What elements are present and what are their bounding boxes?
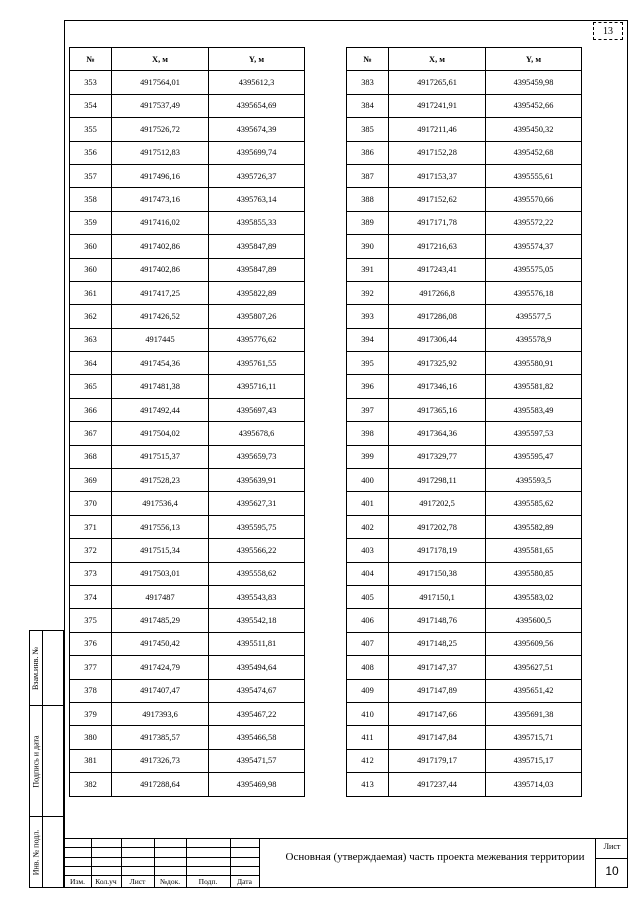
- cell-number: 391: [347, 258, 389, 281]
- cell-number: 376: [70, 632, 112, 655]
- cell-number: 405: [347, 585, 389, 608]
- table-row: [70, 726, 305, 749]
- table-row: [70, 749, 305, 772]
- cell-x: 4917515,34: [112, 539, 209, 562]
- cell-number: 370: [70, 492, 112, 515]
- table-row: [347, 375, 582, 398]
- cell-y: 4395715,71: [486, 726, 582, 749]
- side-stamp-podpis-label: Подпись и дата: [31, 734, 41, 788]
- table-row: [347, 585, 582, 608]
- cell-x: 4917325,92: [389, 352, 486, 375]
- cell-number: 395: [347, 352, 389, 375]
- cell-number: 358: [70, 188, 112, 211]
- table-row: [70, 632, 305, 655]
- table-row: [347, 656, 582, 679]
- cell-y: 4395612,3: [209, 71, 305, 94]
- cell-x: 4917512,83: [112, 141, 209, 164]
- table-row: [70, 164, 305, 187]
- cell-y: 4395467,22: [209, 702, 305, 725]
- cell-y: 4395651,42: [486, 679, 582, 702]
- sheet-label: Лист: [603, 842, 621, 851]
- cell-x: 4917416,02: [112, 211, 209, 234]
- cell-y: 4395574,37: [486, 235, 582, 258]
- col-header-number: №: [347, 48, 389, 71]
- cell-y: 4395847,89: [209, 258, 305, 281]
- cell-y: 4395595,75: [209, 515, 305, 538]
- cell-number: 374: [70, 585, 112, 608]
- cell-y: 4395847,89: [209, 235, 305, 258]
- cell-number: 404: [347, 562, 389, 585]
- cell-y: 4395474,67: [209, 679, 305, 702]
- cell-x: 4917564,01: [112, 71, 209, 94]
- cell-x: 4917147,84: [389, 726, 486, 749]
- cell-x: 4917147,66: [389, 702, 486, 725]
- cell-x: 4917178,19: [389, 539, 486, 562]
- cell-number: 365: [70, 375, 112, 398]
- cell-number: 410: [347, 702, 389, 725]
- table-row: [70, 469, 305, 492]
- cell-x: 4917515,37: [112, 445, 209, 468]
- cell-number: 379: [70, 702, 112, 725]
- cell-x: 4917153,37: [389, 164, 486, 187]
- cell-y: 4395593,5: [486, 469, 582, 492]
- table-row: [347, 352, 582, 375]
- cell-number: 360: [70, 235, 112, 258]
- cell-number: 397: [347, 398, 389, 421]
- cell-number: 357: [70, 164, 112, 187]
- cell-number: 390: [347, 235, 389, 258]
- cell-number: 388: [347, 188, 389, 211]
- tb-col-podp: Подп.: [198, 877, 218, 886]
- cell-x: 4917536,4: [112, 492, 209, 515]
- cell-x: 4917243,41: [389, 258, 486, 281]
- cell-number: 389: [347, 211, 389, 234]
- table-row: [347, 188, 582, 211]
- cell-number: 371: [70, 515, 112, 538]
- cell-y: 4395726,37: [209, 164, 305, 187]
- col-header-number: №: [70, 48, 112, 71]
- cell-y: 4395566,22: [209, 539, 305, 562]
- table-row: [347, 469, 582, 492]
- table-row: [347, 609, 582, 632]
- cell-number: 385: [347, 118, 389, 141]
- cell-x: 4917424,79: [112, 656, 209, 679]
- cell-x: 4917407,47: [112, 679, 209, 702]
- table-row: [347, 118, 582, 141]
- cell-y: 4395570,66: [486, 188, 582, 211]
- cell-number: 394: [347, 328, 389, 351]
- table-row: [347, 726, 582, 749]
- cell-y: 4395452,68: [486, 141, 582, 164]
- cell-number: 368: [70, 445, 112, 468]
- cell-y: 4395580,85: [486, 562, 582, 585]
- cell-x: 4917150,1: [389, 585, 486, 608]
- cell-y: 4395639,91: [209, 469, 305, 492]
- cell-x: 4917152,28: [389, 141, 486, 164]
- coordinates-table-right: [346, 47, 582, 797]
- cell-y: 4395577,5: [486, 305, 582, 328]
- cell-x: 4917286,08: [389, 305, 486, 328]
- table-row: [347, 281, 582, 304]
- table-row: [70, 94, 305, 117]
- cell-number: 401: [347, 492, 389, 515]
- cell-y: 4395822,89: [209, 281, 305, 304]
- cell-number: 403: [347, 539, 389, 562]
- cell-y: 4395582,89: [486, 515, 582, 538]
- cell-x: 4917393,6: [112, 702, 209, 725]
- cell-y: 4395678,6: [209, 422, 305, 445]
- cell-number: 380: [70, 726, 112, 749]
- cell-y: 4395597,53: [486, 422, 582, 445]
- cell-y: 4395578,9: [486, 328, 582, 351]
- cell-y: 4395761,55: [209, 352, 305, 375]
- table-row: [347, 94, 582, 117]
- cell-x: 4917147,89: [389, 679, 486, 702]
- table-row: [70, 702, 305, 725]
- table-row: [347, 773, 582, 796]
- cell-x: 4917445: [112, 328, 209, 351]
- cell-y: 4395691,38: [486, 702, 582, 725]
- cell-y: 4395627,31: [209, 492, 305, 515]
- cell-x: 4917241,91: [389, 94, 486, 117]
- cell-x: 4917385,57: [112, 726, 209, 749]
- cell-x: 4917528,23: [112, 469, 209, 492]
- tb-col-izm: Изм.: [70, 877, 85, 886]
- sheet-number: 10: [605, 864, 619, 878]
- cell-number: 366: [70, 398, 112, 421]
- cell-x: 4917216,63: [389, 235, 486, 258]
- table-row: [70, 562, 305, 585]
- cell-x: 4917481,38: [112, 375, 209, 398]
- title-block: [64, 838, 628, 888]
- table-row: [347, 164, 582, 187]
- cell-number: 360: [70, 258, 112, 281]
- cell-number: 375: [70, 609, 112, 632]
- cell-y: 4395595,47: [486, 445, 582, 468]
- cell-number: 384: [347, 94, 389, 117]
- cell-y: 4395494,64: [209, 656, 305, 679]
- cell-number: 364: [70, 352, 112, 375]
- table-row: [70, 445, 305, 468]
- cell-y: 4395855,33: [209, 211, 305, 234]
- table-row: [347, 562, 582, 585]
- cell-number: 356: [70, 141, 112, 164]
- cell-number: 398: [347, 422, 389, 445]
- table-row: [347, 492, 582, 515]
- side-stamp-inv-label: Инв. № подл.: [31, 829, 41, 875]
- cell-number: 411: [347, 726, 389, 749]
- tb-col-koluch: Кол.уч: [95, 877, 117, 886]
- table-row: [70, 71, 305, 94]
- cell-number: 406: [347, 609, 389, 632]
- side-stamp-vzam-label: Взам.инв. №: [31, 646, 41, 690]
- table-row: [347, 258, 582, 281]
- table-row: [70, 211, 305, 234]
- cell-y: 4395459,98: [486, 71, 582, 94]
- cell-y: 4395543,83: [209, 585, 305, 608]
- table-row: [347, 749, 582, 772]
- cell-x: 4917526,72: [112, 118, 209, 141]
- cell-number: 355: [70, 118, 112, 141]
- cell-y: 4395583,49: [486, 398, 582, 421]
- cell-number: 383: [347, 71, 389, 94]
- cell-y: 4395600,5: [486, 609, 582, 632]
- cell-x: 4917171,78: [389, 211, 486, 234]
- table-row: [347, 211, 582, 234]
- cell-x: 4917329,77: [389, 445, 486, 468]
- cell-x: 4917202,5: [389, 492, 486, 515]
- table-row: [347, 539, 582, 562]
- cell-number: 363: [70, 328, 112, 351]
- cell-x: 4917237,44: [389, 773, 486, 796]
- coordinates-table-left: [69, 47, 305, 797]
- table-row: [70, 773, 305, 796]
- table-row: [70, 492, 305, 515]
- cell-y: 4395609,56: [486, 632, 582, 655]
- cell-y: 4395450,32: [486, 118, 582, 141]
- table-row: [70, 305, 305, 328]
- col-header-y: Y, м: [209, 48, 305, 71]
- table-row: [70, 258, 305, 281]
- cell-x: 4917288,64: [112, 773, 209, 796]
- cell-y: 4395776,62: [209, 328, 305, 351]
- cell-number: 372: [70, 539, 112, 562]
- cell-y: 4395763,14: [209, 188, 305, 211]
- cell-x: 4917417,25: [112, 281, 209, 304]
- cell-number: 367: [70, 422, 112, 445]
- table-row: [70, 422, 305, 445]
- cell-number: 408: [347, 656, 389, 679]
- tb-col-ndok: №док.: [159, 877, 181, 886]
- table-row: [70, 398, 305, 421]
- side-stamp-vzam: [29, 630, 64, 706]
- cell-y: 4395714,03: [486, 773, 582, 796]
- cell-x: 4917556,13: [112, 515, 209, 538]
- cell-y: 4395542,18: [209, 609, 305, 632]
- table-row: [70, 585, 305, 608]
- cell-y: 4395558,62: [209, 562, 305, 585]
- cell-x: 4917179,17: [389, 749, 486, 772]
- table-row: [70, 188, 305, 211]
- table-row: [347, 632, 582, 655]
- table-row: [347, 141, 582, 164]
- cell-y: 4395581,82: [486, 375, 582, 398]
- cell-y: 4395654,69: [209, 94, 305, 117]
- table-row: [347, 305, 582, 328]
- table-row: [70, 328, 305, 351]
- cell-y: 4395575,05: [486, 258, 582, 281]
- cell-number: 369: [70, 469, 112, 492]
- cell-number: 409: [347, 679, 389, 702]
- table-row: [347, 398, 582, 421]
- cell-x: 4917402,86: [112, 258, 209, 281]
- table-row: [347, 515, 582, 538]
- cell-x: 4917326,73: [112, 749, 209, 772]
- cell-x: 4917496,16: [112, 164, 209, 187]
- cell-y: 4395583,02: [486, 585, 582, 608]
- cell-x: 4917454,36: [112, 352, 209, 375]
- cell-number: 413: [347, 773, 389, 796]
- table-row: [347, 702, 582, 725]
- cell-number: 382: [70, 773, 112, 796]
- cell-x: 4917148,25: [389, 632, 486, 655]
- cell-x: 4917147,37: [389, 656, 486, 679]
- cell-y: 4395471,57: [209, 749, 305, 772]
- cell-x: 4917202,78: [389, 515, 486, 538]
- cell-x: 4917473,16: [112, 188, 209, 211]
- cell-y: 4395697,43: [209, 398, 305, 421]
- cell-x: 4917364,36: [389, 422, 486, 445]
- table-row: [347, 679, 582, 702]
- cell-x: 4917150,38: [389, 562, 486, 585]
- tb-col-data: Дата: [237, 877, 252, 886]
- cell-number: 373: [70, 562, 112, 585]
- table-row: [70, 141, 305, 164]
- table-row: [347, 235, 582, 258]
- table-row: [347, 328, 582, 351]
- cell-number: 386: [347, 141, 389, 164]
- cell-number: 412: [347, 749, 389, 772]
- table-row: [70, 118, 305, 141]
- table-row: [347, 71, 582, 94]
- cell-y: 4395715,17: [486, 749, 582, 772]
- cell-y: 4395580,91: [486, 352, 582, 375]
- cell-number: 400: [347, 469, 389, 492]
- cell-number: 396: [347, 375, 389, 398]
- document-title: Основная (утверждаемая) часть проекта межевания территории: [285, 851, 585, 863]
- table-row: [70, 515, 305, 538]
- cell-y: 4395627,51: [486, 656, 582, 679]
- cell-number: 361: [70, 281, 112, 304]
- table-row: [347, 445, 582, 468]
- table-row: [70, 539, 305, 562]
- cell-number: 378: [70, 679, 112, 702]
- side-stamp-podpis: [29, 706, 64, 817]
- table-row: [70, 235, 305, 258]
- cell-y: 4395674,39: [209, 118, 305, 141]
- cell-number: 353: [70, 71, 112, 94]
- cell-number: 362: [70, 305, 112, 328]
- col-header-y: Y, м: [486, 48, 582, 71]
- cell-x: 4917487: [112, 585, 209, 608]
- cell-y: 4395452,66: [486, 94, 582, 117]
- cell-y: 4395572,22: [486, 211, 582, 234]
- cell-x: 4917492,44: [112, 398, 209, 421]
- table-row: [70, 609, 305, 632]
- cell-y: 4395716,11: [209, 375, 305, 398]
- cell-number: 354: [70, 94, 112, 117]
- cell-y: 4395581,65: [486, 539, 582, 562]
- table-header-row: [347, 48, 582, 71]
- table-row: [70, 352, 305, 375]
- col-header-x: X, м: [112, 48, 209, 71]
- cell-number: 387: [347, 164, 389, 187]
- cell-x: 4917426,52: [112, 305, 209, 328]
- cell-y: 4395555,61: [486, 164, 582, 187]
- cell-number: 392: [347, 281, 389, 304]
- cell-number: 407: [347, 632, 389, 655]
- cell-x: 4917152,62: [389, 188, 486, 211]
- cell-y: 4395466,58: [209, 726, 305, 749]
- cell-x: 4917306,44: [389, 328, 486, 351]
- cell-y: 4395699,74: [209, 141, 305, 164]
- cell-y: 4395511,81: [209, 632, 305, 655]
- cell-x: 4917485,29: [112, 609, 209, 632]
- cell-y: 4395659,73: [209, 445, 305, 468]
- table-row: [70, 281, 305, 304]
- cell-x: 4917346,16: [389, 375, 486, 398]
- cell-number: 359: [70, 211, 112, 234]
- tb-col-list: Лист: [129, 877, 146, 886]
- cell-x: 4917265,61: [389, 71, 486, 94]
- table-row: [70, 375, 305, 398]
- cell-number: 393: [347, 305, 389, 328]
- cell-number: 399: [347, 445, 389, 468]
- cell-y: 4395585,62: [486, 492, 582, 515]
- cell-y: 4395576,18: [486, 281, 582, 304]
- cell-x: 4917365,16: [389, 398, 486, 421]
- cell-number: 377: [70, 656, 112, 679]
- cell-x: 4917504,02: [112, 422, 209, 445]
- side-stamp-inv: [29, 817, 64, 888]
- cell-x: 4917402,86: [112, 235, 209, 258]
- cell-y: 4395469,98: [209, 773, 305, 796]
- cell-x: 4917266,8: [389, 281, 486, 304]
- page-number: 13: [593, 22, 623, 40]
- cell-number: 381: [70, 749, 112, 772]
- table-row: [70, 656, 305, 679]
- cell-x: 4917298,11: [389, 469, 486, 492]
- table-row: [347, 422, 582, 445]
- cell-y: 4395807,26: [209, 305, 305, 328]
- cell-x: 4917148,76: [389, 609, 486, 632]
- col-header-x: X, м: [389, 48, 486, 71]
- cell-number: 402: [347, 515, 389, 538]
- cell-x: 4917503,01: [112, 562, 209, 585]
- cell-x: 4917211,46: [389, 118, 486, 141]
- cell-x: 4917537,49: [112, 94, 209, 117]
- table-header-row: [70, 48, 305, 71]
- table-row: [70, 679, 305, 702]
- cell-x: 4917450,42: [112, 632, 209, 655]
